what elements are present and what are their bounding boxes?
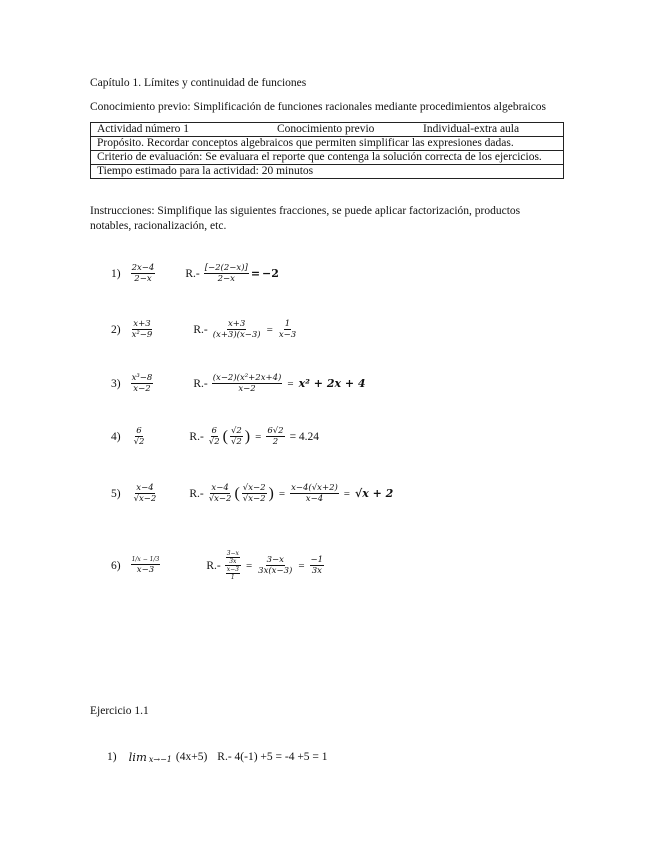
equals-sign-2: = — [343, 487, 351, 500]
answer-label: R.- — [193, 323, 208, 336]
time-cell: Tiempo estimado para la actividad: 20 minutos — [91, 165, 564, 179]
purpose-cell: Propósito. Recordar conceptos algebraicos que permiten simplificar las expresiones dadas. — [91, 137, 564, 151]
equals-sign: = — [287, 377, 294, 390]
question-fraction: $\frac{x-4}{√x-2}$ — [133, 483, 157, 504]
rationalizer-fraction: $\frac{√2}{√2}$ — [230, 426, 242, 447]
criterion-cell: Criterio de evaluación: Se evaluara el reporte que contenga la solución correcta de los ejercicios. — [91, 151, 564, 165]
result-fraction: $\frac{x-4(√x+2)}{x-4}$ — [291, 483, 338, 504]
lim-subscript: x→−1 — [148, 755, 172, 764]
question-fraction: $\frac{1/x - 1/3}{x-3}$ — [131, 556, 160, 575]
result: √x + 2 — [355, 487, 394, 500]
prior-knowledge: Conocimiento previo: Simplificación de funciones racionales mediante procedimientos algebraicos — [90, 101, 547, 113]
close-paren: ) — [268, 484, 274, 502]
exercise-6 — [111, 550, 324, 581]
result: −2 — [262, 267, 279, 280]
answer-fraction: $\frac{6}{√2}$ — [208, 426, 220, 447]
activity-number: Actividad número 1 — [97, 123, 189, 135]
exercise-4 — [111, 426, 319, 447]
exercise-number: 6) — [111, 559, 121, 572]
activity-table — [90, 122, 564, 179]
chapter-title: Capítulo 1. Límites y continuidad de funciones — [90, 77, 307, 89]
lim-answer: R.- 4(-1) +5 = -4 +5 = 1 — [217, 750, 328, 763]
equals-sign: = — [245, 559, 253, 572]
result-fraction: $\frac{3-x}{3x(x-3)}$ — [258, 555, 293, 576]
instructions: Instrucciones: Simplifique las siguientes fracciones, se puede aplicar factorización, productos notables, racionalización, etc. — [90, 205, 521, 232]
exercise-number: 4) — [111, 430, 121, 443]
equals-sign: = — [250, 267, 261, 280]
open-paren: ( — [234, 484, 240, 502]
open-paren: ( — [222, 427, 228, 445]
activity-row — [91, 123, 564, 137]
question-fraction: $\frac{\text{x³−8}}{x-2}$ — [131, 373, 153, 394]
compound-fraction — [225, 550, 241, 581]
close-paren: ) — [244, 427, 251, 445]
result-fraction: $\frac{1}{x-3}$ — [278, 319, 297, 340]
exercise-3 — [111, 373, 366, 394]
answer-label: R.- — [189, 487, 204, 500]
equals-sign-2: = — [298, 559, 305, 572]
exercise-5 — [111, 483, 393, 504]
exercise-number: 1) — [107, 750, 117, 763]
answer-fraction: $\frac{x-4}{√x-2}$ — [208, 483, 232, 504]
final-fraction: $\frac{-1}{3x}$ — [310, 555, 324, 576]
activity-knowledge: Conocimiento previo — [277, 123, 375, 135]
exercise-number: 5) — [111, 487, 121, 500]
answer-label: R.- — [185, 267, 200, 280]
exercise-number: 2) — [111, 323, 121, 336]
conjugate-fraction: $\frac{√x-2}{√x-2}$ — [242, 483, 266, 504]
result: x² + 2x + 4 — [298, 377, 366, 390]
decimal-result: = 4.24 — [289, 430, 320, 443]
answer-fraction: $\frac{[-2(2-x)]}{2-x}$ — [204, 263, 248, 284]
answer-fraction: $\frac{x+3}{(x+3)(x-3)}$ — [212, 319, 261, 340]
lim-operator: lim — [128, 749, 147, 764]
exercise-1 — [111, 263, 279, 284]
exercise-section-title: Ejercicio 1.1 — [90, 705, 149, 717]
answer-label: R.- — [189, 430, 204, 443]
equals-sign: = — [266, 323, 273, 336]
activity-mode: Individual-extra aula — [423, 123, 520, 135]
exercise-2 — [111, 319, 297, 340]
exercise-number: 1) — [111, 267, 121, 280]
limit-exercise — [107, 749, 328, 764]
question-fraction: $\frac{x+3}{\text{x²−9}}$ — [131, 319, 153, 340]
compound-bottom: $\frac{x-3}{1}$ — [226, 566, 239, 581]
answer-fraction: $\frac{\text{(x−2)(x²+2x+4)}}{x-2}$ — [212, 373, 282, 394]
equals-sign: = — [278, 487, 286, 500]
compound-top: $\frac{3-x}{3x}$ — [226, 550, 239, 565]
question-fraction: $\frac{6}{√2}$ — [133, 426, 145, 447]
equals-sign: = — [255, 430, 262, 443]
result-fraction: $\frac{6√2}{2}$ — [267, 426, 284, 447]
answer-label: R.- — [193, 377, 208, 390]
question-fraction: $\frac{2x-4}{2-x}$ — [131, 263, 155, 284]
lim-expression: (4x+5) — [175, 750, 208, 763]
exercise-number: 3) — [111, 377, 121, 390]
answer-label: R.- — [206, 559, 221, 572]
